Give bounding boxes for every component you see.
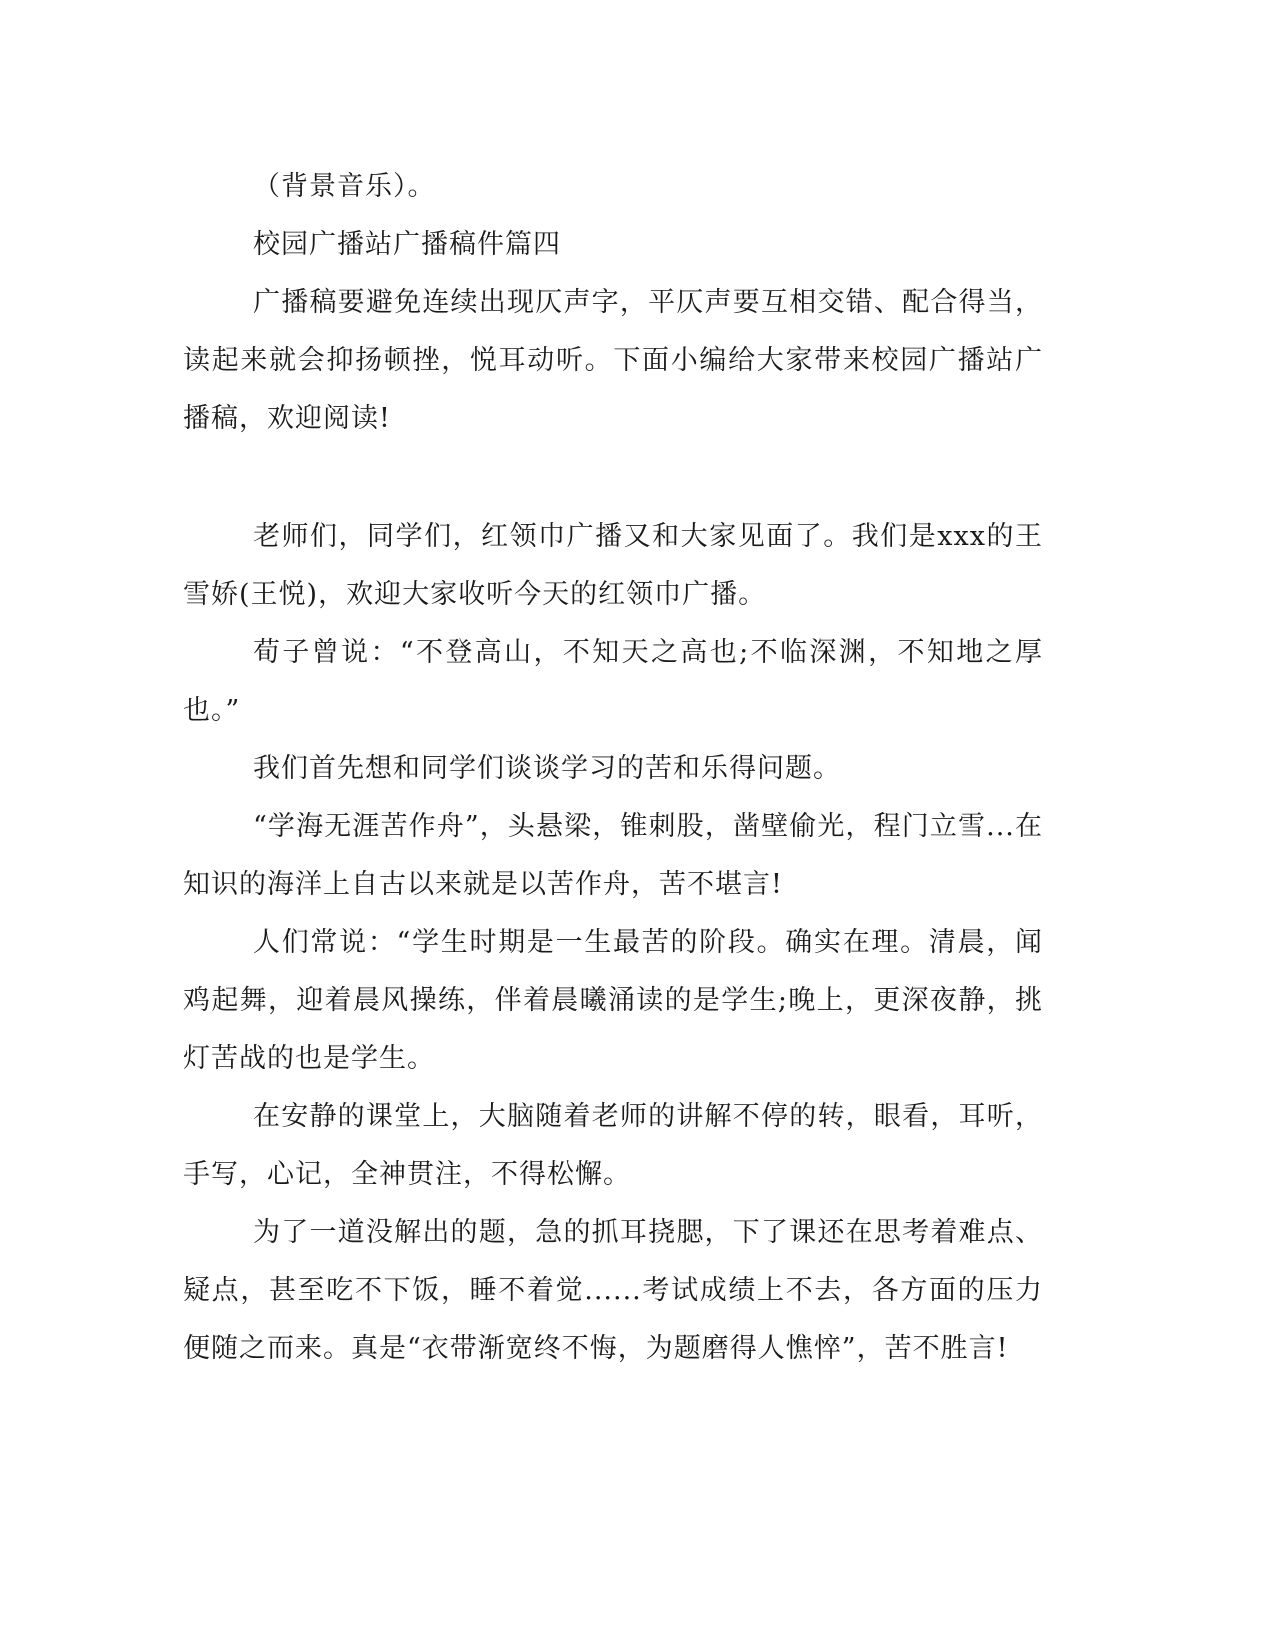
paragraph-study-hardship: “学海无涯苦作舟”，头悬梁，锥刺股，凿壁偷光，程门立雪...在知识的海洋上自古以来就是以苦作舟，苦不堪言! [183,811,1043,900]
paragraph-pressure: 为了一道没解出的题，急的抓耳挠腮，下了课还在思考着难点、疑点，甚至吃不下饭，睡不着觉......考试成绩上不去，各方面的压力便随之而来。真是“衣带渐宽终不悔，为题磨得人憔悴”，苦不胜言! [183,1217,1043,1364]
paragraph-quote-xunzi: 荀子曾说：“不登高山，不知天之高也;不临深渊，不知地之厚也。” [183,637,1043,726]
paragraph-intro: 广播稿要避免连续出现仄声字，平仄声要互相交错、配合得当，读起来就会抑扬顿挫，悦耳动听。下面小编给大家带来校园广播站广播稿，欢迎阅读! [183,287,1043,434]
paragraph-student-life: 人们常说：“学生时期是一生最苦的阶段。确实在理。清晨，闻鸡起舞，迎着晨风操练，伴着晨曦涌读的是学生;晚上，更深夜静，挑灯苦战的也是学生。 [183,927,1043,1074]
paragraph-topic: 我们首先想和同学们谈谈学习的苦和乐得问题。 [253,753,841,784]
paragraph-classroom: 在安静的课堂上，大脑随着老师的讲解不停的转，眼看，耳听，手写，心记，全神贯注，不得松懈。 [183,1101,1043,1190]
paragraph-spacer [183,448,1043,508]
paragraph-greeting: 老师们，同学们，红领巾广播又和大家见面了。我们是xxx的王雪娇(王悦)，欢迎大家收听今天的红领巾广播。 [183,521,1043,610]
document-body [183,158,1043,1378]
section-heading: 校园广播站广播稿件篇四 [253,229,561,260]
paragraph-background-music: （背景音乐）。 [253,171,436,202]
